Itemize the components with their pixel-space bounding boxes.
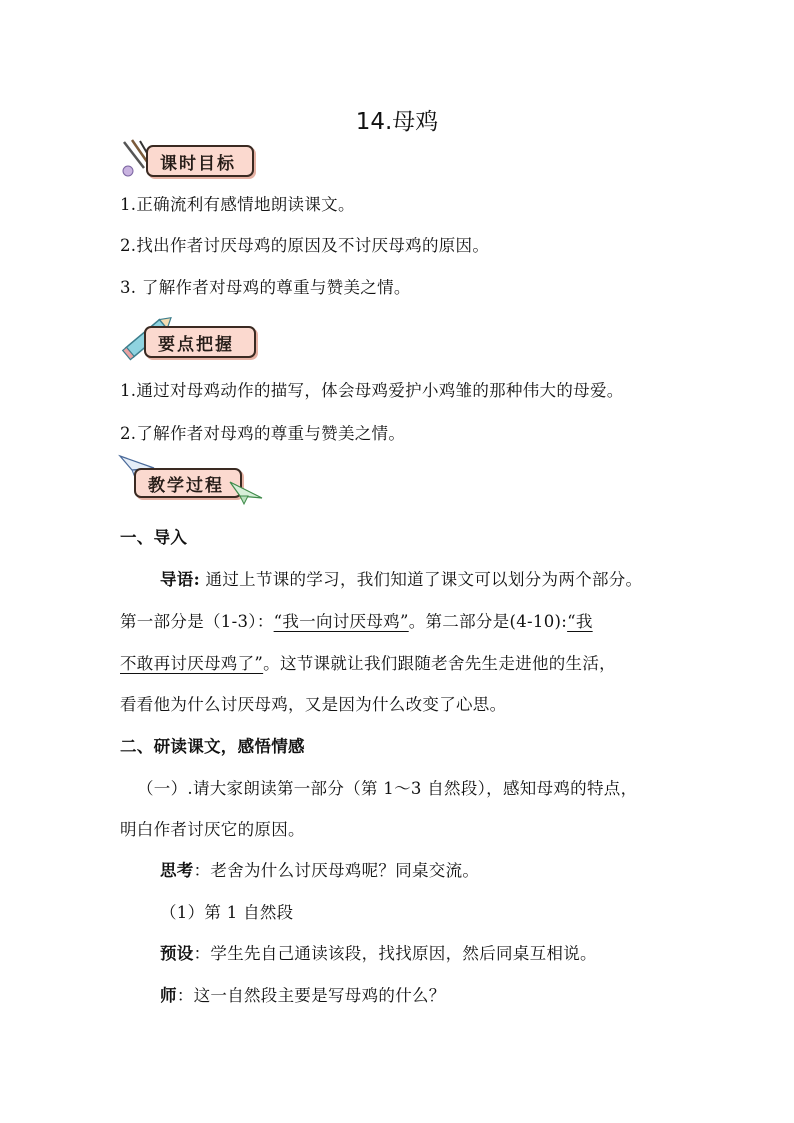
intro-line-4: 看看他为什么讨厌母鸡，又是因为什么改变了心思。 [120,695,507,714]
quote-part-2-end: 不敢再讨厌母鸡了” [120,654,264,673]
objective-1: 1.正确流利有感情地朗读课文。 [120,195,355,214]
intro-label: 导语: [160,570,200,589]
key-point-1: 1.通过对母鸡动作的描写，体会母鸡爱护小鸡雏的那种伟大的母爱。 [120,381,624,400]
teacher-line [160,982,446,1006]
intro-line-2 [120,608,593,632]
think-text: ：老舍为什么讨厌母鸡呢？同桌交流。 [193,861,480,880]
think-label: 思考 [160,861,194,880]
objectives-badge [118,138,258,180]
intro-line-1 [160,566,642,590]
intro-line-3-text: 。这节课就让我们跟随老舍先生走进他的生活， [263,654,616,673]
heading-intro: 一、导入 [120,528,188,547]
paragraph-1-label: （1）第 1 自然段 [160,903,294,922]
objective-3: 3. 了解作者对母鸡的尊重与赞美之情。 [120,278,411,297]
think-line [160,857,479,881]
quote-part-1: “我一向讨厌母鸡” [273,612,409,631]
key-point-2: 2.了解作者对母鸡的尊重与赞美之情。 [120,424,406,443]
objectives-badge-label: 课时目标 [160,154,236,174]
paper-plane-icon [228,476,264,506]
task-1: （一）.请大家朗读第一部分（第 1～3 自然段），感知母鸡的特点， [137,779,638,798]
teacher-text: ：这一自然段主要是写母鸡的什么？ [176,986,446,1005]
intro-line-2-part-c: 。第二部分是(4-10): [408,612,568,631]
process-badge [118,452,263,508]
objective-2: 2.找出作者讨厌母鸡的原因及不讨厌母鸡的原因。 [120,236,490,255]
intro-line-2-part-a: 第一部分是（1-3）： [120,612,274,631]
key-points-badge-label: 要点把握 [158,335,234,355]
quote-part-2-start: “我 [567,612,593,631]
process-badge-label: 教学过程 [148,476,224,496]
intro-line-3 [120,650,616,674]
preset-text: ：学生先自己通读该段，找找原因，然后同桌互相说。 [193,944,597,963]
task-1-continued: 明白作者讨厌它的原因。 [120,820,305,839]
preset-label: 预设 [160,944,194,963]
page-title: 14.母鸡 [355,109,439,135]
heading-study: 二、研读课文，感悟情感 [120,737,305,756]
teacher-label: 师 [160,986,177,1005]
preset-line [160,940,597,964]
intro-text: 通过上节课的学习，我们知道了课文可以划分为两个部分。 [200,570,643,589]
key-points-badge [118,312,258,360]
